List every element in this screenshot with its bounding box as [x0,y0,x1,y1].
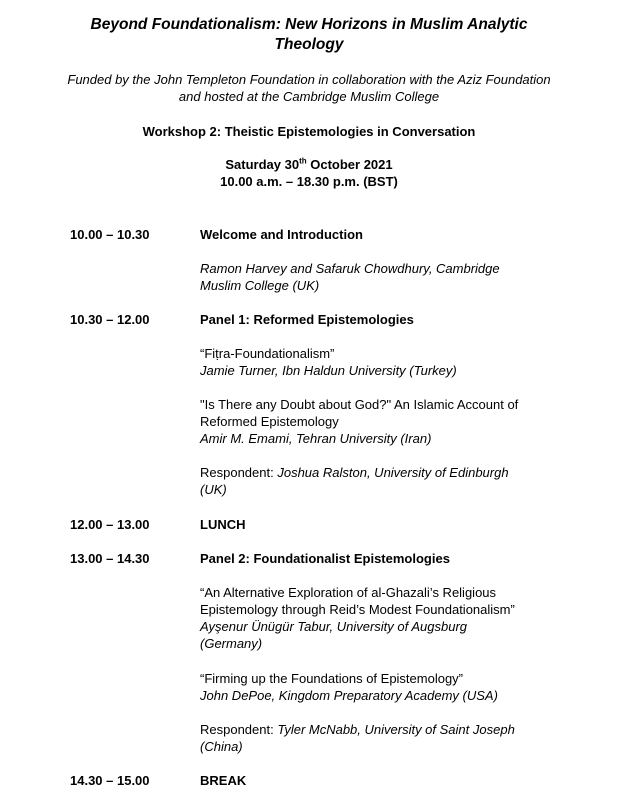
funding-note [20,71,598,105]
respondent-line-1 [200,721,595,738]
talk-title: “Fiṭra-Foundationalism” [200,346,335,361]
session-time: 14.30 – 15.00 [70,773,150,788]
event-date-block [20,156,598,190]
session-speakers [200,260,595,294]
talk-title-line-1: "Is There any Doubt about God?" An Islamic Account of [200,397,519,412]
talk-item [200,584,595,652]
date-ordinal: th [299,156,307,166]
event-time-range: 10.00 a.m. – 18.30 p.m. (BST) [220,174,398,189]
talk-title-line-2: Epistemology through Reid’s Modest Foundationalism” [200,602,515,617]
event-date [20,156,598,173]
session-time: 10.00 – 10.30 [70,227,150,242]
respondent-line-2: (China) [200,739,243,754]
respondent-label: Respondent: [200,465,278,480]
talk-title-line-1: “An Alternative Exploration of al-Ghazali’s Religious [200,585,497,600]
talk-speaker: Amir M. Emami, Tehran University (Iran) [200,431,432,446]
talk-speaker-line-1: Ayşenur Ünügür Tabur, University of Augsburg [200,619,468,634]
title-line-2: Theology [274,36,344,53]
talk-title: “Firming up the Foundations of Epistemology” [200,671,464,686]
workshop-heading: Workshop 2: Theistic Epistemologies in Conversation [142,124,476,139]
respondent-name: Tyler McNabb, University of Saint Joseph [277,722,515,737]
talk-item [200,345,595,379]
session-title: Panel 2: Foundationalist Epistemologies [200,551,450,566]
respondent-name: Joshua Ralston, University of Edinburgh [277,465,509,480]
speakers-line-1: Ramon Harvey and Safaruk Chowdhury, Cambridge [200,261,500,276]
talk-item [200,396,595,447]
session-time: 13.00 – 14.30 [70,551,150,566]
session-title: LUNCH [200,517,246,532]
talk-item [200,670,595,704]
respondent-line-2: (UK) [200,482,227,497]
date-prefix: Saturday 30 [225,157,300,172]
session-time: 10.30 – 12.00 [70,312,150,327]
respondent-line-1 [200,464,595,481]
speakers-line-2: Muslim College (UK) [200,278,320,293]
respondent-label: Respondent: [200,722,278,737]
funding-line-2: and hosted at the Cambridge Muslim College [178,89,440,104]
title-line-1: Beyond Foundationalism: New Horizons in Muslim Analytic [90,16,528,33]
session-title: Panel 1: Reformed Epistemologies [200,312,414,327]
session-title: BREAK [200,773,247,788]
date-suffix: October 2021 [306,157,393,172]
talk-speaker: John DePoe, Kingdom Preparatory Academy (USA) [200,688,498,703]
session-time: 12.00 – 13.00 [70,517,150,532]
talk-speaker: Jamie Turner, Ibn Haldun University (Turkey) [200,363,457,378]
talk-title-line-2: Reformed Epistemology [200,414,339,429]
respondent-item [200,464,595,498]
session-title: Welcome and Introduction [200,227,363,242]
respondent-item [200,721,595,755]
document-title [30,15,588,55]
funding-line-1: Funded by the John Templeton Foundation in collaboration with the Aziz Foundation [67,72,551,87]
talk-speaker-line-2: (Germany) [200,636,263,651]
